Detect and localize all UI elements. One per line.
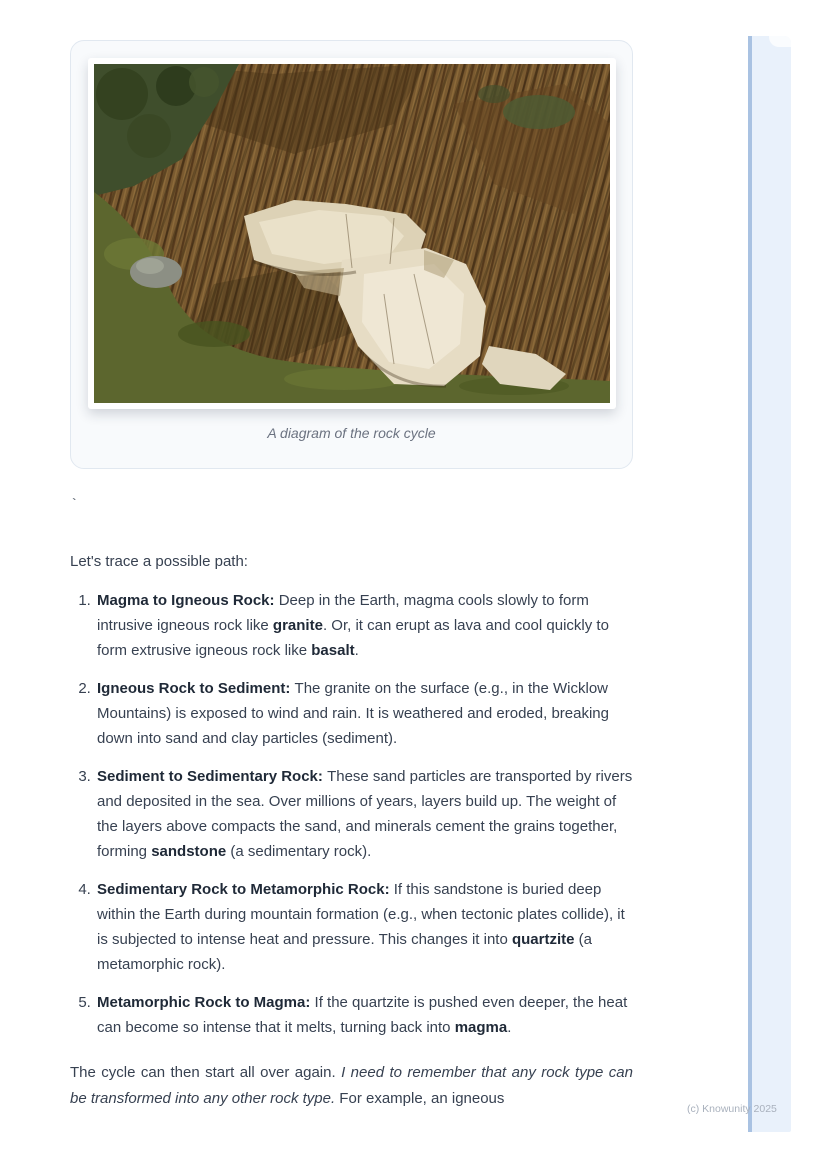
bold-text-run: magma [454, 1019, 508, 1036]
bold-text-run: sandstone [151, 843, 227, 860]
text-run: . [507, 1019, 512, 1036]
text-run: The granite on the surface (e.g., in the Wicklow Mountains) is exposed to wind and rain. It is weathered and eroded, breaking down into sand and clay particles (sediment). [97, 680, 609, 747]
bold-text-run: Metamorphic Rock to Magma: [97, 994, 315, 1011]
bold-text-run: Igneous Rock to Sediment: [97, 680, 295, 697]
stray-backtick: ` [70, 497, 79, 513]
bold-text-run: basalt [311, 642, 355, 659]
bold-text-run: granite [272, 617, 323, 634]
text-run: If this sandstone is buried deep within the Earth during mountain formation (e.g., when tectonic plates collide), it is subjected to intense heat and pressure. This changes it into [97, 881, 625, 948]
bold-text-run: Sedimentary Rock to Metamorphic Rock: [97, 881, 394, 898]
rock-cycle-list-item [95, 588, 633, 663]
rock-cycle-list [70, 588, 633, 1040]
text-run: . Or, it can erupt as lava and cool quickly to form extrusive igneous rock like [97, 617, 609, 659]
text-run: If the quartzite is pushed even deeper, the heat can become so intense that it melts, turning back into [97, 994, 628, 1036]
rock-cycle-list-item [95, 877, 633, 977]
rock-cycle-list-item [95, 676, 633, 751]
figure-card [70, 40, 633, 469]
bold-text-run: Sediment to Sedimentary Rock: [97, 768, 328, 785]
copyright-watermark: (c) Knowunity 2025 [687, 1103, 777, 1115]
document-page [70, 40, 633, 1111]
text-run: For example, an igneous [335, 1089, 505, 1107]
text-run: The cycle can then start all over again. [70, 1064, 342, 1081]
text-run: These sand particles are transported by rivers and deposited in the sea. Over millions of years, layers build up. The weight of the layers above compacts the sand, and minerals cement the grains together, forming [97, 768, 633, 860]
photo-frame [88, 58, 616, 409]
bold-text-run: Magma to Igneous Rock: [97, 592, 279, 609]
italic-text-run: I need to remember that any rock type can be transformed into any other rock type. [70, 1064, 633, 1107]
closing-paragraph [70, 1060, 633, 1111]
bold-text-run: quartzite [511, 931, 575, 948]
page-edge-scrollbar[interactable] [748, 36, 791, 1132]
rock-outcrop-photo [94, 64, 610, 403]
text-run: (a sedimentary rock). [226, 843, 372, 860]
text-run: Deep in the Earth, magma cools slowly to form intrusive igneous rock like [97, 592, 589, 634]
figure-caption: A diagram of the rock cycle [267, 425, 436, 441]
intro-text: Let's trace a possible path: [70, 553, 248, 570]
rock-cycle-list-item [95, 990, 633, 1040]
text-run: (a metamorphic rock). [97, 931, 593, 973]
text-run: . [354, 642, 359, 659]
rock-cycle-list-item [95, 764, 633, 864]
